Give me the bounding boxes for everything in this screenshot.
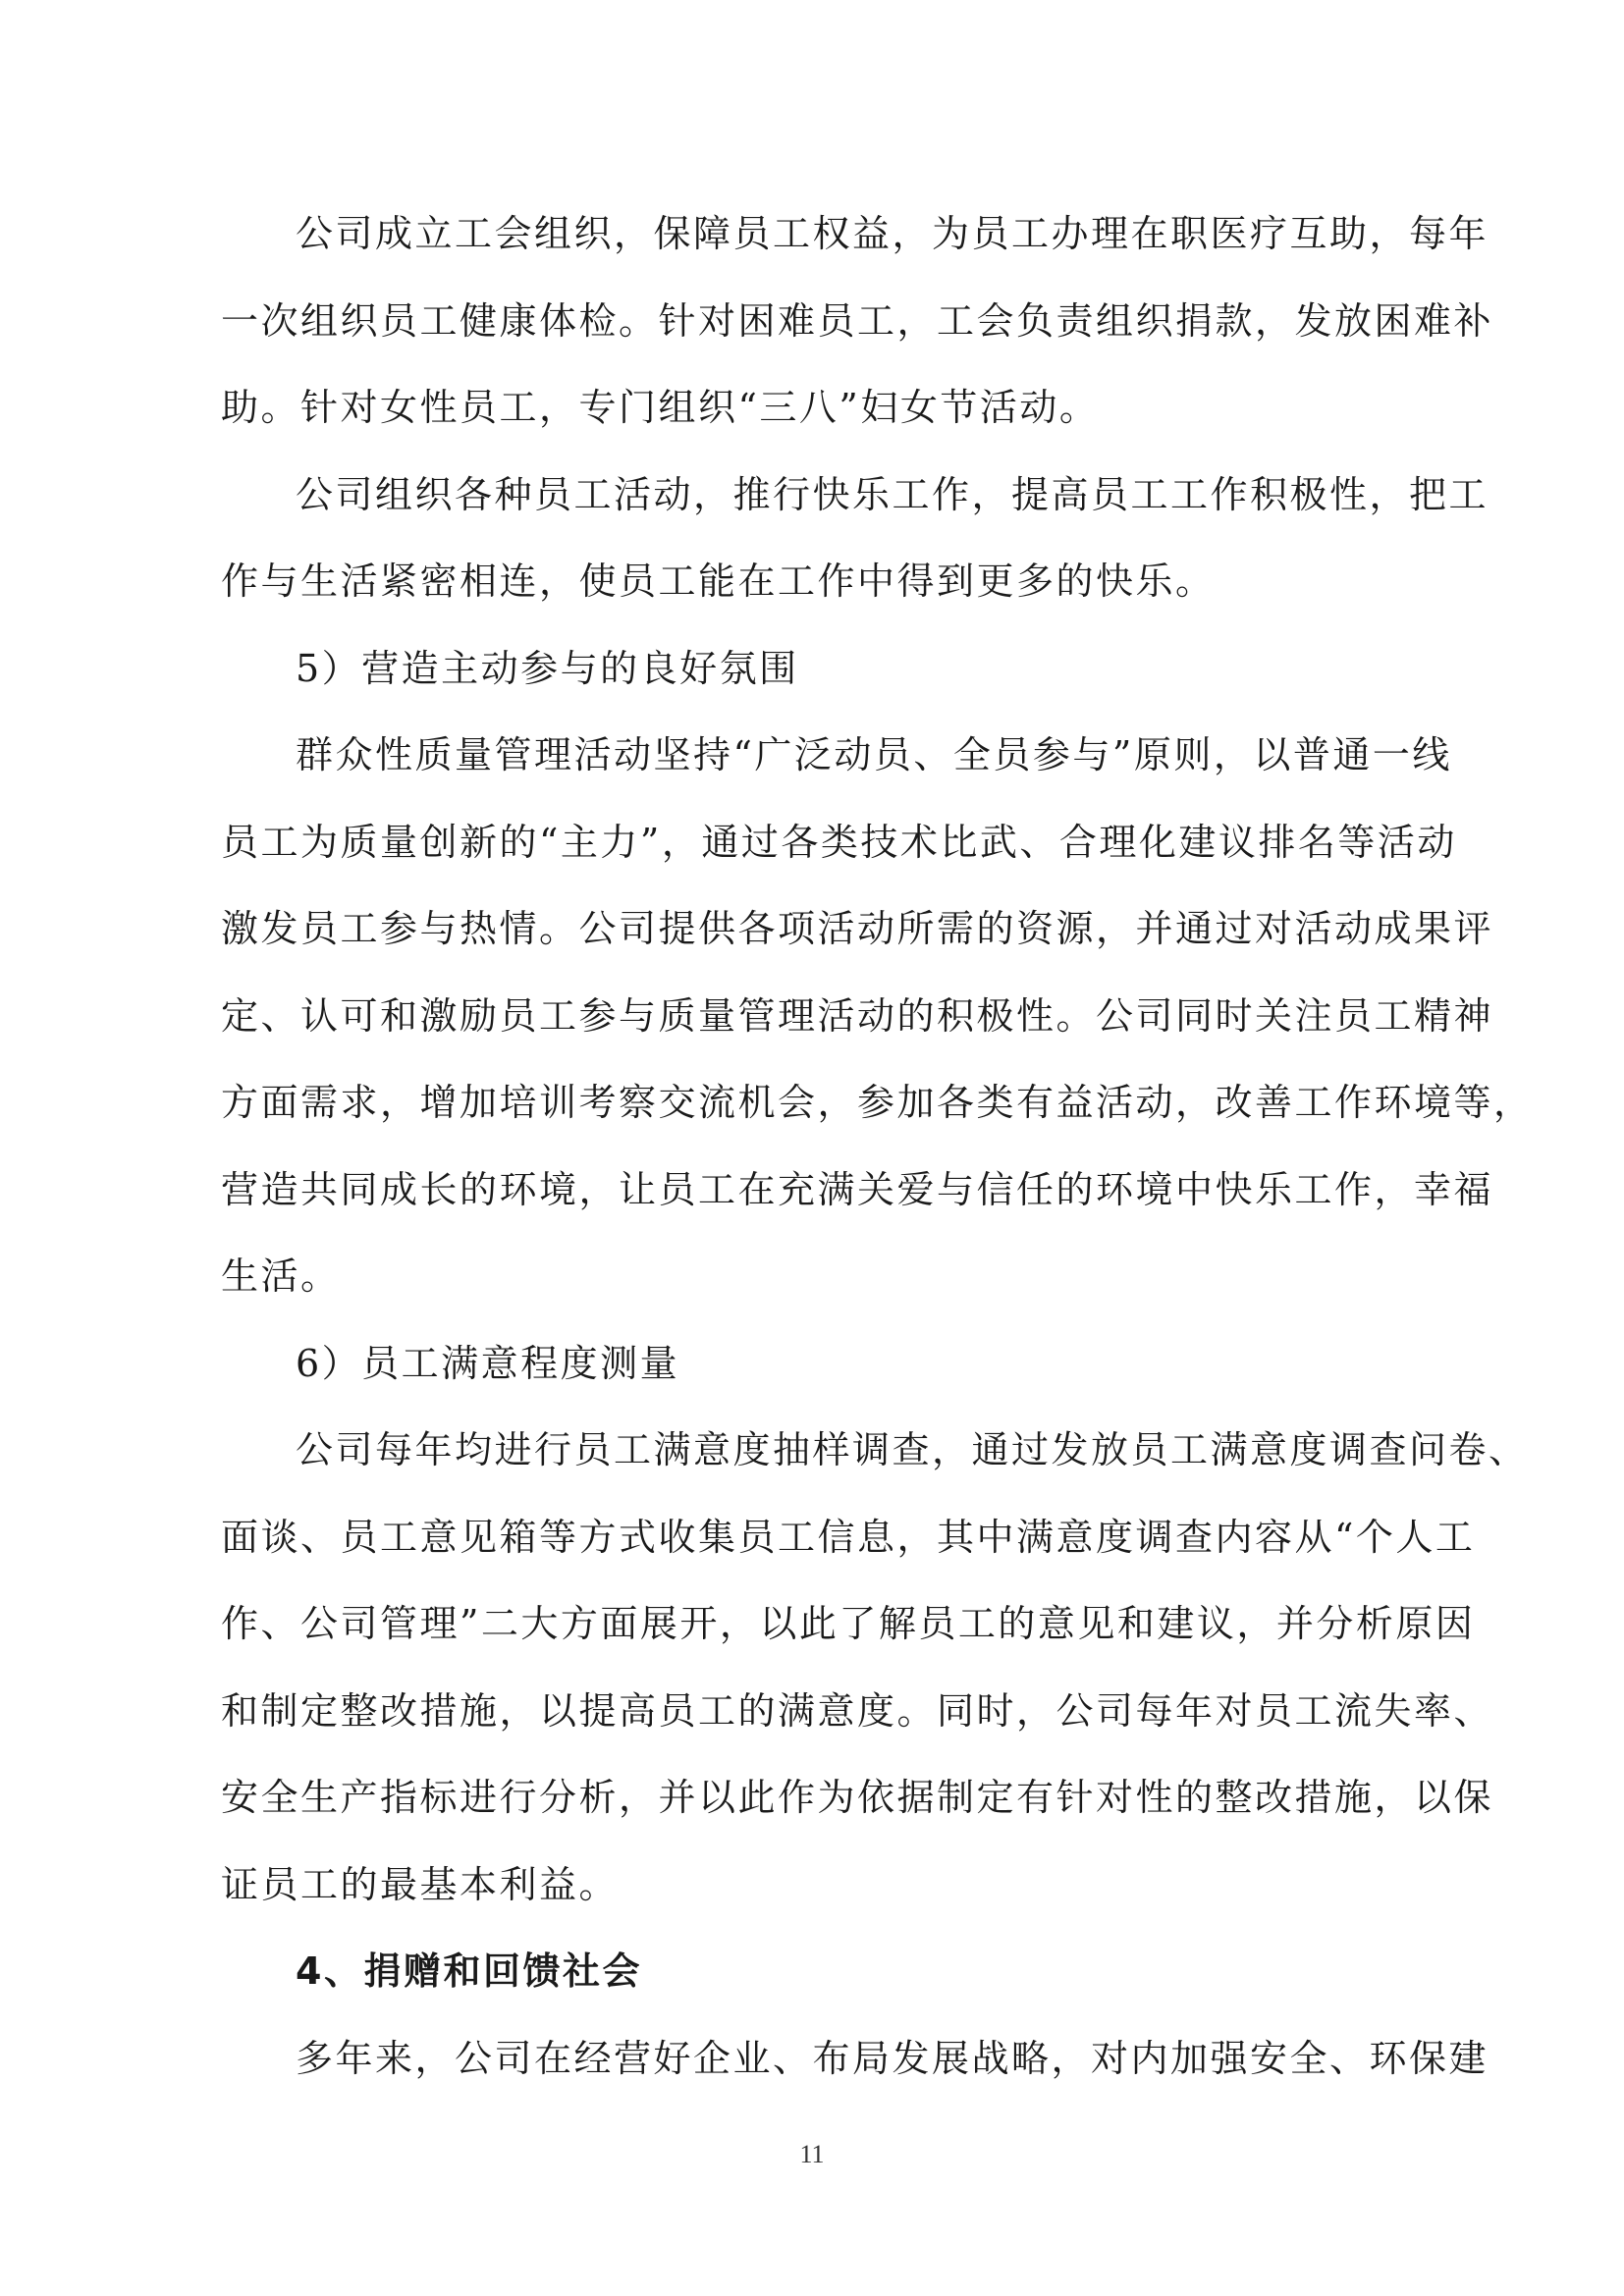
document-body	[221, 190, 1534, 2102]
paragraph-line: 员工为质量创新的“主力”，通过各类技术比武、合理化建议排名等活动	[221, 820, 1457, 864]
paragraph-line: 作、公司管理”二大方面展开，以此了解员工的意见和建议，并分析原因	[221, 1602, 1476, 1645]
page-number: 11	[799, 2140, 825, 2168]
paragraph-line: 多年来，公司在经营好企业、布局发展战略，对内加强安全、环保建	[296, 2036, 1489, 2080]
paragraph-line: 激发员工参与热情。公司提供各项活动所需的资源，并通过对活动成果评	[221, 907, 1494, 950]
paragraph-line: 一次组织员工健康体检。针对困难员工，工会负责组织捐款，发放困难补	[221, 298, 1494, 343]
paragraph-line: 5）营造主动参与的良好氛围	[296, 646, 799, 690]
paragraph-line: 和制定整改措施，以提高员工的满意度。同时，公司每年对员工流失率、	[221, 1688, 1494, 1733]
paragraph-line: 公司组织各种员工活动，推行快乐工作，提高员工工作积极性，把工	[296, 472, 1489, 516]
section-heading: 4、捐赠和回馈社会	[296, 1949, 642, 1993]
paragraph-line: 公司成立工会组织，保障员工权益，为员工办理在职医疗互助，每年	[296, 212, 1489, 255]
paragraph-line: 证员工的最基本利益。	[221, 1862, 620, 1906]
paragraph-line: 安全生产指标进行分析，并以此作为依据制定有针对性的整改措施，以保	[221, 1776, 1494, 1819]
paragraph-line: 方面需求，增加培训考察交流机会，参加各类有益活动，改善工作环境等，	[221, 1081, 1534, 1124]
paragraph-line: 定、认可和激励员工参与质量管理活动的积极性。公司同时关注员工精神	[221, 993, 1494, 1038]
paragraph-line: 作与生活紧密相连，使员工能在工作中得到更多的快乐。	[221, 560, 1216, 603]
paragraph-line: 面谈、员工意见箱等方式收集员工信息，其中满意度调查内容从“个人工	[221, 1515, 1476, 1559]
paragraph-line: 助。针对女性员工，专门组织“三八”妇女节活动。	[221, 386, 1100, 429]
paragraph-line: 群众性质量管理活动坚持“广泛动员、全员参与”原则，以普通一线	[296, 733, 1452, 776]
paragraph-line: 公司每年均进行员工满意度抽样调查，通过发放员工满意度调查问卷、	[296, 1428, 1529, 1471]
paragraph-line: 6）员工满意程度测量	[296, 1341, 680, 1385]
paragraph-line: 生活。	[221, 1255, 341, 1298]
paragraph-line: 营造共同成长的环境，让员工在充满关爱与信任的环境中快乐工作，幸福	[221, 1167, 1494, 1211]
